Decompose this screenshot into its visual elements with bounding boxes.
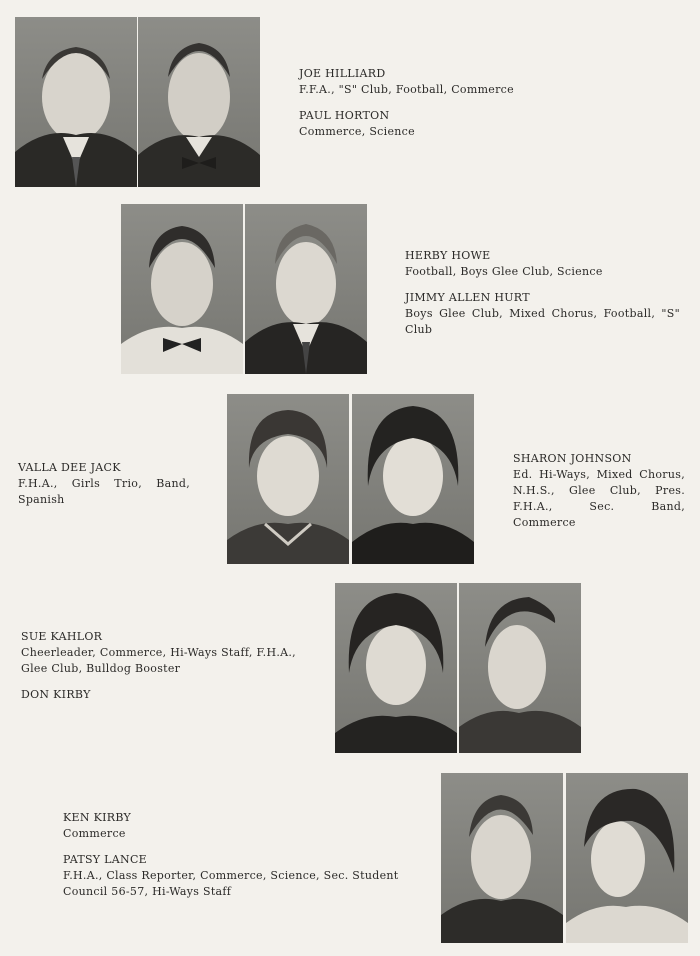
portrait-joe-hilliard <box>15 17 137 187</box>
caption-group-6 <box>63 810 418 910</box>
portrait-patsy-lance <box>566 773 688 943</box>
student-name: VALLA DEE JACK <box>18 461 121 474</box>
caption-group-1 <box>299 66 559 150</box>
student-activities: Ed. Hi-Ways, Mixed Chorus, N.H.S., Glee Club, Pres. F.H.A., Sec. Band, Commerce <box>513 468 685 529</box>
portrait-paul-horton <box>138 17 260 187</box>
portrait-jimmy-allen-hurt <box>245 204 367 374</box>
student-activities: F.H.A., Class Reporter, Commerce, Science, Sec. Student Council 56-57, Hi-Ways Staff <box>63 869 399 898</box>
student-activities: F.H.A., Girls Trio, Band, Spanish <box>18 477 190 506</box>
student-name: HERBY HOWE <box>405 249 491 262</box>
student-activities: Cheerleader, Commerce, Hi-Ways Staff, F.H.A., Glee Club, Bulldog Booster <box>21 646 296 675</box>
student-name: SUE KAHLOR <box>21 630 103 643</box>
student-name: SHARON JOHNSON <box>513 452 632 465</box>
portrait-don-kirby <box>459 583 581 753</box>
student-activities: F.F.A., "S" Club, Football, Commerce <box>299 83 514 96</box>
student-name: JOE HILLIARD <box>299 67 386 80</box>
caption-group-3 <box>18 460 190 518</box>
student-name: PATSY LANCE <box>63 853 147 866</box>
portrait-valla-dee-jack <box>227 394 349 564</box>
portrait-ken-kirby <box>441 773 563 943</box>
portrait-herby-howe <box>121 204 243 374</box>
student-activities: Commerce <box>63 827 126 840</box>
student-activities: Commerce, Science <box>299 125 415 138</box>
caption-group-2 <box>405 248 680 348</box>
portrait-sue-kahlor <box>335 583 457 753</box>
caption-group-5 <box>21 629 306 703</box>
student-name: PAUL HORTON <box>299 109 390 122</box>
student-name: KEN KIRBY <box>63 811 132 824</box>
student-activities: Football, Boys Glee Club, Science <box>405 265 603 278</box>
portrait-sharon-johnson <box>352 394 474 564</box>
student-name: DON KIRBY <box>21 688 91 701</box>
student-name: JIMMY ALLEN HURT <box>405 291 530 304</box>
caption-group-4 <box>513 451 685 541</box>
student-activities: Boys Glee Club, Mixed Chorus, Football, "S" Club <box>405 307 680 336</box>
